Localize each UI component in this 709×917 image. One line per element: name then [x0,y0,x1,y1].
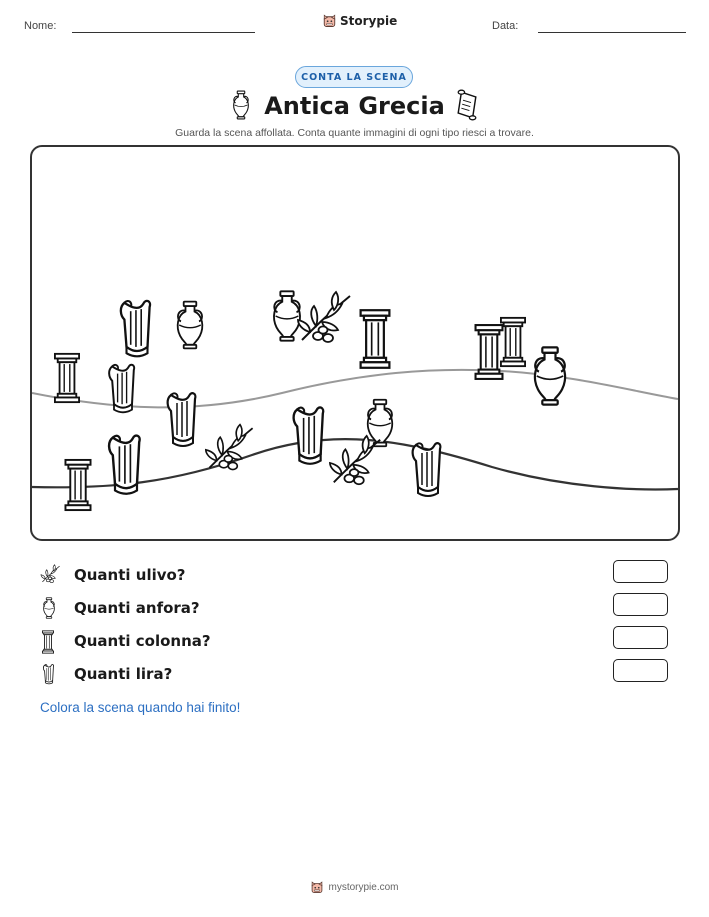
amphora-icon [40,597,58,619]
question-row-column [40,630,670,654]
question-row-olive [40,564,670,588]
brand-name: Storypie [340,13,398,28]
page-title: Antica Grecia [264,92,445,120]
olive-branch-icon[interactable] [204,421,258,475]
column-icon [40,630,56,654]
answer-box[interactable] [613,659,668,682]
section-badge: CONTA LA SCENA [295,66,413,88]
instructions: Guarda la scena affollata. Conta quante immagini di ogni tipo riesci a trovare. [175,127,534,139]
question-text: Quanti lira? [74,665,173,683]
coloring-note: Colora la scena quando hai finito! [40,700,241,715]
lyre-icon[interactable] [116,295,158,361]
question-row-amphora [40,597,670,621]
footer-url[interactable]: mystorypie.com [328,881,399,893]
name-field[interactable] [72,32,255,33]
lyre-icon[interactable] [102,431,150,497]
question-row-lyre [40,663,670,687]
answer-box[interactable] [613,626,668,649]
storypie-mascot-icon [310,880,324,894]
lyre-icon[interactable] [288,403,332,467]
question-text: Quanti ulivo? [74,566,186,584]
column-icon[interactable] [499,316,527,368]
lyre-icon [40,663,58,685]
lyre-icon[interactable] [104,361,142,415]
answer-box[interactable] [613,560,668,583]
amphora-icon[interactable] [172,298,208,352]
brand-logo [322,13,397,28]
olive-branch-icon[interactable] [328,431,386,491]
scene-panel[interactable] [30,145,680,541]
name-label: Nome: [24,20,57,32]
footer [0,880,709,894]
scroll-icon [455,89,479,121]
olive-branch-icon [40,564,62,584]
storypie-mascot-icon [322,13,337,28]
lyre-icon[interactable] [162,389,204,449]
column-icon[interactable] [52,352,82,404]
lyre-icon[interactable] [407,439,449,499]
olive-branch-icon[interactable] [296,289,356,347]
question-text: Quanti anfora? [74,599,200,617]
column-icon[interactable] [63,458,93,512]
answer-box[interactable] [613,593,668,616]
question-text: Quanti colonna? [74,632,211,650]
date-field[interactable] [538,32,686,33]
column-icon[interactable] [358,308,392,370]
amphora-icon[interactable] [528,345,572,407]
date-label: Data: [492,20,519,32]
